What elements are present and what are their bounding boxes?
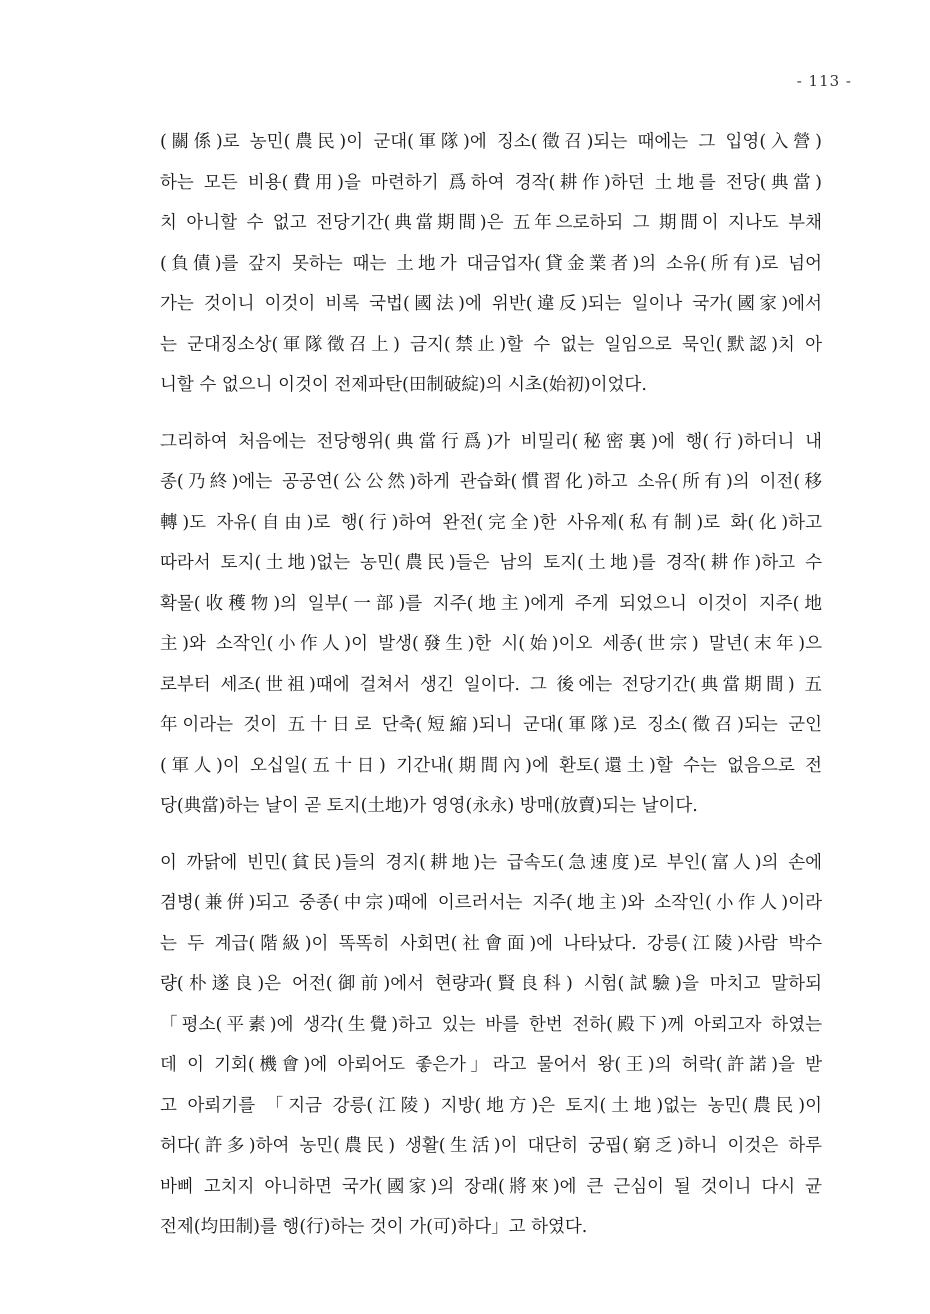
text-line: 치 아니할 수 없고 전당기간(典當期間)은 五年으로하되 그 期間이 지나도 부채 (160, 213, 822, 233)
text-line: 로부터 세조(世祖)때에 걸쳐서 생긴 일이다. 그 後에는 전당기간(典當期間) 五 (160, 674, 822, 695)
text-line: (關係)로 농민(農民)이 군대(軍隊)에 징소(徵召)되는 때에는 그 입영(入營) (160, 132, 822, 152)
text-line: 당(典當)하는 날이 곧 토지(土地)가 영영(永永) 방매(放賣)되는 날이다. (160, 796, 698, 816)
text-line: (軍人)이 오십일(五十日) 기간내(期間內)에 환토(還土)할 수는 없음으로 전 (160, 755, 822, 776)
text-line: 겸병(兼倂)되고 중종(中宗)때에 이르러서는 지주(地主)와 소작인(小作人)이라 (160, 893, 822, 913)
text-line: 轉)도 자유(自由)로 행(行)하여 완전(完全)한 사유제(私有制)로 화(化)하고 (160, 512, 822, 533)
text-line: 「평소(平素)에 생각(生覺)하고 있는 바를 한번 전하(殿下)께 아뢰고자 하였는 (160, 1014, 822, 1035)
paragraph-1 (160, 122, 822, 406)
text-line: 전제(均田制)를 행(行)하는 것이 가(可)하다」고 하였다. (160, 1217, 588, 1237)
document-body (160, 122, 822, 1264)
text-line: 主)와 소작인(小作人)이 발생(發生)한 시(始)이오 세종(世宗) 말년(末年)으 (160, 634, 822, 654)
text-line: 종(乃終)에는 공공연(公公然)하게 관습화(慣習化)하고 소유(所有)의 이전(移 (160, 472, 822, 492)
text-line: 바삐 고치지 아니하면 국가(國家)의 장래(將來)에 큰 근심이 될 것이니 다시 균 (160, 1176, 822, 1197)
text-line: 허다(許多)하여 농민(農民) 생활(生活)이 대단히 궁핍(窮乏)하니 이것은 하루 (160, 1136, 822, 1156)
text-line: 확물(收穫物)의 일부(一部)를 지주(地主)에게 주게 되었으니 이것이 지주(地 (160, 593, 822, 614)
text-line: 데 이 기회(機會)에 아뢰어도 좋은가」라고 물어서 왕(王)의 허락(許諾)을 받 (160, 1055, 822, 1075)
text-line: 가는 것이니 이것이 비록 국법(國法)에 위반(違反)되는 일이나 국가(國家)에서 (160, 294, 822, 314)
text-line: 그리하여 처음에는 전당행위(典當行爲)가 비밀리(秘密裏)에 행(行)하더니 내 (160, 431, 822, 452)
text-line: (負債)를 갚지 못하는 때는 土地가 대금업자(貸金業者)의 소유(所有)로 넘어 (160, 253, 822, 274)
page-number: - 113 - (796, 72, 852, 90)
text-line: 고 아뢰기를 「지금 강릉(江陵) 지방(地方)은 토지(土地)없는 농민(農民)이 (160, 1095, 822, 1116)
text-line: 따라서 토지(土地)없는 농민(農民)들은 남의 토지(土地)를 경작(耕作)하고 수 (160, 553, 822, 573)
text-line: 니할 수 없으니 이것이 전제파탄(田制破綻)의 시초(始初)이었다. (160, 375, 647, 395)
text-line: 이 까닭에 빈민(貧民)들의 경지(耕地)는 급속도(急速度)로 부인(富人)의 손에 (160, 852, 822, 873)
text-line: 는 두 계급(階級)이 똑똑히 사회면(社會面)에 나타났다. 강릉(江陵)사람 박수 (160, 933, 822, 954)
text-line: 年이라는 것이 五十日로 단축(短縮)되니 군대(軍隊)로 징소(徵召)되는 군인 (160, 715, 822, 735)
text-line: 하는 모든 비용(費用)을 마련하기 爲하여 경작(耕作)하던 土地를 전당(典當) (160, 172, 822, 193)
paragraph-2 (160, 422, 822, 827)
text-line: 는 군대징소상(軍隊徵召上) 금지(禁止)할 수 없는 일임으로 묵인(默認)치 아 (160, 334, 822, 355)
paragraph-3 (160, 843, 822, 1248)
text-line: 량(朴遂良)은 어전(御前)에서 현량과(賢良科) 시험(試驗)을 마치고 말하되 (160, 974, 822, 994)
